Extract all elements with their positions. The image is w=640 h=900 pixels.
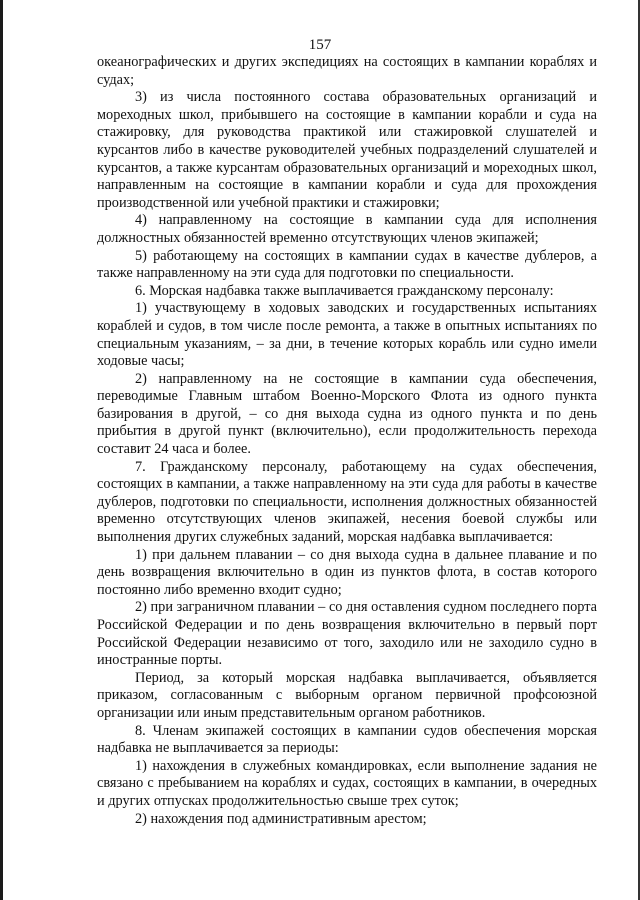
paragraph-item-3: 3) из числа постоянного состава образовательных организаций и мореходных школ, прибывшего на состоящие в кампании корабли и суда на стажировку, для руководства практикой или стажировкой слушателей и курсантов либо в качестве руководителей учебных подразделений слушателей и курсантов, а также курсантам образовательных организаций и мореходных школ, направленным на состоящие в кампании корабли и суда для прохождения производственной или учебной практики и стажировки; (97, 89, 597, 211)
paragraph-period-notice: Период, за который морская надбавка выплачивается, объявляется приказом, согласованным с выборным органом первичной профсоюзной организации или иным представительным органом работников. (97, 669, 597, 721)
paragraph-section-8-item-2: 2) нахождения под административным арестом; (135, 810, 427, 827)
paragraph-item-5: 5) работающему на состоящих в кампании судах в качестве дублеров, а также направленному на эти суда для подготовки по специальности. (97, 247, 597, 282)
paragraph-section-7: 7. Гражданскому персоналу, работающему на судах обеспечения, состоящих в кампании, а также направленному на эти суда для работы в качестве дублеров, подготовки по специальности, исполнения должностных обязанностей временно отсутствующих членов экипажей, несения боевой службы или выполнения других служебных заданий, морская надбавка выплачивается: (97, 458, 597, 546)
paragraph-item-4: 4) направленному на состоящие в кампании суда для исполнения должностных обязанностей временно отсутствующих членов экипажей; (97, 212, 597, 246)
paragraph-section-6-item-1: 1) участвующему в ходовых заводских и государственных испытаниях кораблей и судов, в том числе после ремонта, а также в опытных испытаниях по специальным указаниям, – за дни, в течение которых корабль или судно имели ходовые часы; (97, 300, 597, 370)
scan-left-edge (0, 0, 3, 900)
paragraph-section-8: 8. Членам экипажей состоящих в кампании судов обеспечения морская надбавка не выплачивается за периоды: (97, 722, 597, 757)
paragraph-section-7-item-2: 2) при заграничном плавании – со дня оставления судном последнего порта Российской Федерации и по день возвращения включительно в первый порт Российской Федерации независимо от того, заходило или не заходило судно в иностранные порты. (97, 599, 597, 669)
paragraph-continuation: океанографических и других экспедициях на состоящих в кампании кораблях и судах; (97, 54, 597, 88)
page-number: 157 (308, 37, 332, 53)
paragraph-section-7-item-1: 1) при дальнем плавании – со дня выхода судна в дальнее плавание и по день возвращения включительно в один из пунктов флота, в состав которого постоянно либо временно входит судно; (97, 546, 597, 598)
document-body (97, 54, 597, 828)
paragraph-section-8-item-1: 1) нахождения в служебных командировках, если выполнение задания не связано с пребыванием на кораблях и судах, состоящих в кампании, в очередных и других отпусках продолжительностью свыше трех суток; (97, 757, 597, 809)
paragraph-section-6-item-2: 2) направленному на не состоящие в кампании суда обеспечения, переводимые Главным штабом Военно-Морского Флота из одного пункта базирования в другой, – со дня выхода судна из одного пункта и по день прибытия в другой пункт (включительно), если продолжительность перехода составит 24 часа и более. (97, 370, 597, 458)
paragraph-section-6: 6. Морская надбавка также выплачивается гражданскому персоналу: (135, 282, 554, 299)
